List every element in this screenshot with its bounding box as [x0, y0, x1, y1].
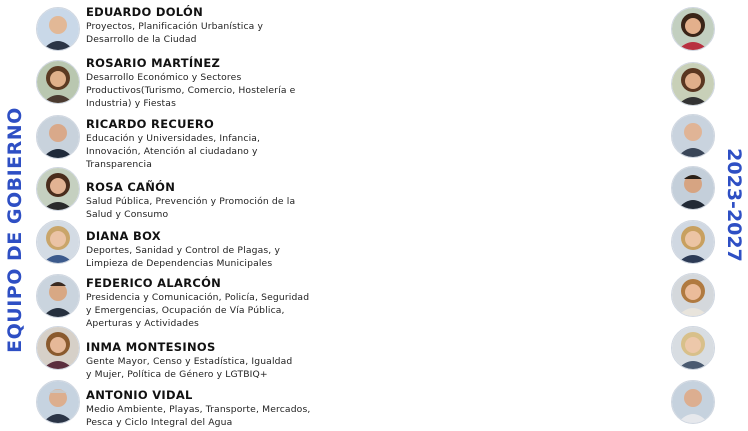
member-role: Salud Pública, Prevención y Promoción de la Salud y Consumo — [86, 196, 296, 220]
avatar-icon — [671, 380, 715, 424]
avatar-icon — [671, 7, 715, 51]
avatar-icon — [36, 220, 80, 264]
member-name: ROSA CAÑÓN — [86, 180, 176, 194]
avatar-icon — [671, 166, 715, 210]
member-name: INMA MONTESINOS — [86, 340, 216, 354]
side-title-left-text: EQUIPO DE GOBIERNO — [4, 107, 26, 353]
member-role: Educación y Universidades, Infancia, Innovación, Atención al ciudadano y Transparencia — [86, 133, 261, 170]
avatar-icon — [671, 220, 715, 264]
avatar-icon — [36, 7, 80, 51]
avatar-icon — [36, 274, 80, 318]
side-title-right — [720, 140, 748, 270]
member-name: EDUARDO DOLÓN — [86, 5, 204, 19]
member-role: Desarrollo Económico y Sectores Productivos(Turismo, Comercio, Hostelería e Industria) y Fiestas — [86, 72, 296, 109]
avatar-icon — [36, 326, 80, 370]
side-title-left — [2, 90, 28, 370]
avatar-icon — [671, 273, 715, 317]
member-role: Deportes, Sanidad y Control de Plagas, y Limpieza de Dependencias Municipales — [86, 245, 281, 269]
member-role: Gente Mayor, Censo y Estadística, Igualdad y Mujer, Política de Género y LGTBIQ+ — [86, 356, 293, 380]
avatar-icon — [671, 114, 715, 158]
member-role: Medio Ambiente, Playas, Transporte, Mercados, Pesca y Ciclo Integral del Agua — [86, 404, 311, 428]
avatar-icon — [36, 115, 80, 159]
member-name: ANTONIO VIDAL — [86, 388, 193, 402]
member-role: Proyectos, Planificación Urbanística y Desarrollo de la Ciudad — [86, 21, 264, 45]
side-title-right-text: 2023-2027 — [723, 148, 745, 262]
member-role: Presidencia y Comunicación, Policía, Seguridad y Emergencias, Ocupación de Vía Pública, Aperturas y Actividades — [86, 292, 310, 329]
member-name: DIANA BOX — [86, 229, 161, 243]
member-name: RICARDO RECUERO — [86, 117, 215, 131]
avatar-icon — [36, 60, 80, 104]
member-name: FEDERICO ALARCÓN — [86, 276, 222, 290]
avatar-icon — [671, 62, 715, 106]
avatar-icon — [36, 380, 80, 424]
avatar-icon — [36, 167, 80, 211]
member-name: ROSARIO MARTÍNEZ — [86, 56, 221, 70]
avatar-icon — [671, 326, 715, 370]
